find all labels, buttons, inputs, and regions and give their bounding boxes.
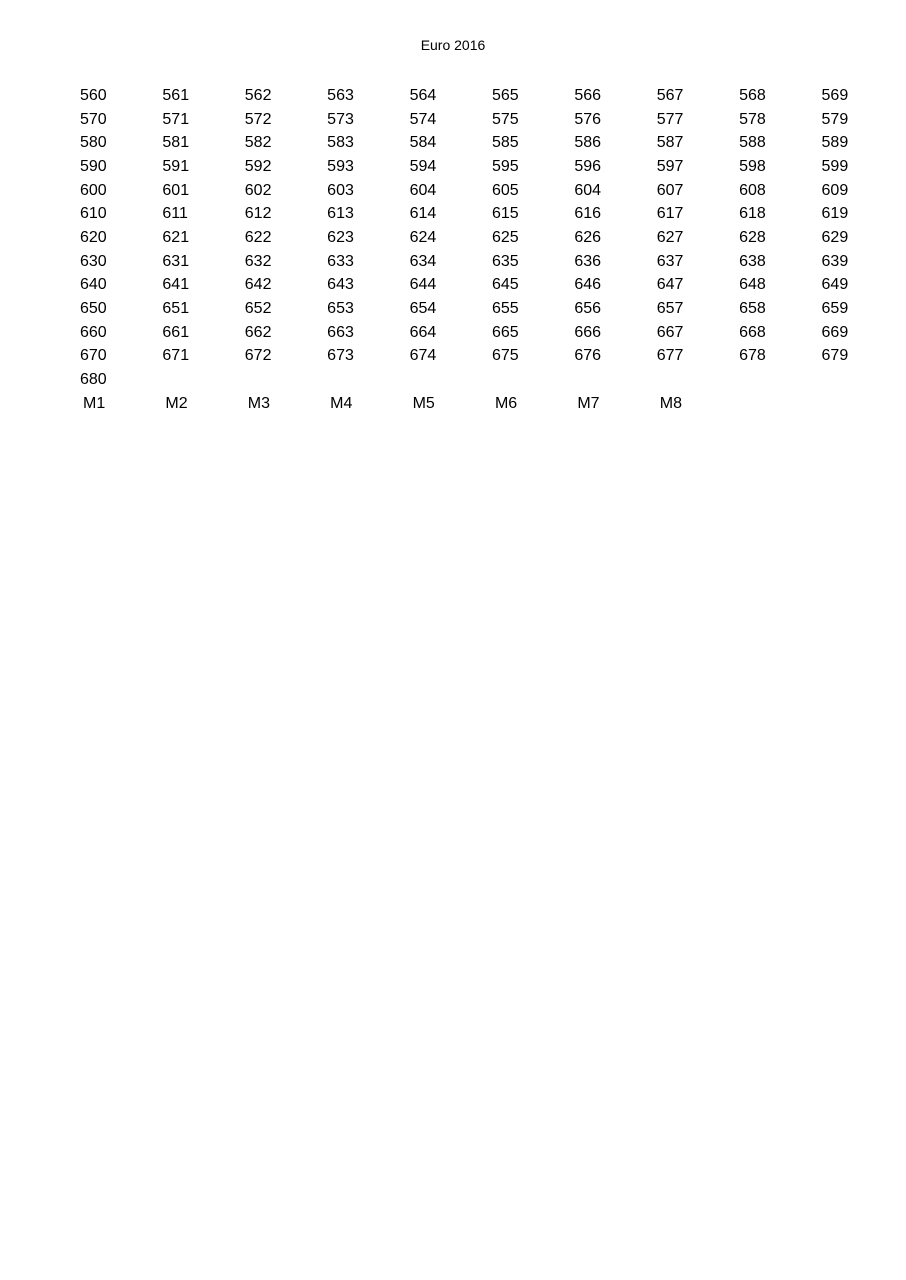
grid-cell: 609 [821, 181, 849, 199]
grid-cell: M6 [494, 394, 518, 412]
grid-cell: 605 [491, 181, 519, 199]
grid-cell: 662 [244, 323, 272, 341]
grid-cell: 593 [327, 157, 354, 175]
grid-cell: 657 [656, 300, 684, 318]
grid-cell: 584 [409, 134, 437, 152]
grid-cell: 680 [80, 371, 107, 389]
grid-cell: 619 [821, 205, 849, 223]
grid-cell: 611 [162, 205, 188, 223]
number-grid [80, 84, 904, 416]
grid-cell: 638 [739, 252, 766, 270]
grid-cell: M3 [247, 394, 271, 412]
grid-cell: 579 [821, 110, 849, 128]
grid-cell: 642 [244, 276, 272, 294]
grid-cell: 594 [409, 157, 437, 175]
grid-cell: 573 [327, 110, 354, 128]
page-title: Euro 2016 [420, 37, 486, 53]
grid-cell: 574 [409, 110, 437, 128]
grid-cell: 604 [409, 181, 437, 199]
grid-cell: 645 [491, 276, 519, 294]
grid-cell: 641 [162, 276, 190, 294]
grid-cell: 665 [491, 323, 519, 341]
grid-cell: 635 [491, 252, 519, 270]
grid-cell: 620 [80, 228, 107, 246]
grid-cell: 631 [162, 252, 190, 270]
grid-row [80, 155, 904, 179]
grid-cell: 677 [656, 347, 684, 365]
grid-cell: 597 [656, 157, 684, 175]
grid-cell: 603 [327, 181, 354, 199]
grid-cell: 598 [739, 157, 766, 175]
grid-cell: 591 [162, 157, 190, 175]
grid-cell: 639 [821, 252, 849, 270]
grid-cell: 640 [80, 276, 107, 294]
grid-cell: 658 [739, 300, 766, 318]
grid-cell: 600 [80, 181, 107, 199]
grid-cell: 676 [574, 347, 602, 365]
grid-cell: 632 [244, 252, 272, 270]
grid-cell: 587 [656, 134, 684, 152]
grid-cell: 604 [574, 181, 602, 199]
grid-cell: 630 [80, 252, 107, 270]
grid-cell: 596 [574, 157, 602, 175]
grid-cell: 562 [244, 86, 272, 104]
grid-cell: 572 [244, 110, 272, 128]
grid-cell: 589 [821, 134, 849, 152]
grid-cell: 561 [162, 86, 190, 104]
grid-cell: 592 [244, 157, 272, 175]
grid-cell: 583 [327, 134, 354, 152]
grid-cell: 560 [80, 86, 107, 104]
grid-cell: 636 [574, 252, 602, 270]
grid-cell: M7 [577, 394, 600, 412]
grid-cell: 647 [656, 276, 684, 294]
grid-cell: 602 [244, 181, 272, 199]
grid-cell: M4 [330, 394, 353, 412]
grid-cell: 648 [739, 276, 766, 294]
grid-cell: 601 [162, 181, 190, 199]
grid-cell: M8 [659, 394, 682, 412]
grid-cell: 564 [409, 86, 437, 104]
grid-cell: 623 [327, 228, 354, 246]
grid-cell: 633 [327, 252, 354, 270]
grid-cell: 652 [244, 300, 272, 318]
grid-cell: 678 [739, 347, 766, 365]
grid-cell: 627 [656, 228, 684, 246]
grid-cell: 670 [80, 347, 107, 365]
grid-row [80, 345, 904, 369]
grid-cell: 656 [574, 300, 602, 318]
grid-cell: 608 [739, 181, 766, 199]
grid-cell: 624 [409, 228, 437, 246]
grid-cell: 576 [574, 110, 602, 128]
grid-cell: 675 [491, 347, 519, 365]
grid-cell: 671 [162, 347, 190, 365]
grid-row [80, 321, 904, 345]
grid-cell: 646 [574, 276, 602, 294]
grid-row [80, 368, 904, 392]
grid-cell: M1 [83, 394, 106, 412]
grid-cell: 668 [739, 323, 766, 341]
grid-cell: 643 [327, 276, 354, 294]
grid-cell: 661 [162, 323, 190, 341]
grid-cell: 575 [491, 110, 519, 128]
grid-cell: 610 [80, 205, 107, 223]
grid-cell: 578 [739, 110, 766, 128]
grid-cell: 655 [491, 300, 519, 318]
grid-cell: 577 [656, 110, 684, 128]
grid-cell: 664 [409, 323, 437, 341]
grid-cell: 613 [327, 205, 354, 223]
grid-cell: 585 [491, 134, 519, 152]
grid-cell: 672 [244, 347, 272, 365]
grid-cell: 669 [821, 323, 849, 341]
grid-cell: 629 [821, 228, 849, 246]
grid-cell: 651 [162, 300, 190, 318]
grid-row [80, 202, 904, 226]
grid-cell: M5 [412, 394, 435, 412]
grid-cell: 567 [656, 86, 684, 104]
grid-cell: 660 [80, 323, 107, 341]
grid-cell: 654 [409, 300, 437, 318]
grid-cell: M2 [165, 394, 188, 412]
grid-cell: 625 [491, 228, 519, 246]
grid-cell: 569 [821, 86, 849, 104]
grid-cell: 621 [162, 228, 190, 246]
grid-cell: 674 [409, 347, 437, 365]
grid-cell: 563 [327, 86, 354, 104]
grid-row [80, 392, 904, 416]
grid-cell: 667 [656, 323, 684, 341]
grid-cell: 615 [491, 205, 519, 223]
grid-cell: 616 [574, 205, 602, 223]
grid-cell: 653 [327, 300, 354, 318]
grid-row [80, 274, 904, 298]
grid-cell: 663 [327, 323, 354, 341]
grid-cell: 595 [491, 157, 519, 175]
grid-cell: 634 [409, 252, 437, 270]
grid-row [80, 108, 904, 132]
grid-row [80, 226, 904, 250]
grid-row [80, 250, 904, 274]
grid-cell: 580 [80, 134, 107, 152]
grid-cell: 590 [80, 157, 107, 175]
grid-cell: 571 [162, 110, 190, 128]
grid-cell: 637 [656, 252, 684, 270]
grid-cell: 570 [80, 110, 107, 128]
grid-cell: 614 [409, 205, 437, 223]
grid-cell: 617 [656, 205, 684, 223]
grid-row [80, 131, 904, 155]
grid-cell: 679 [821, 347, 849, 365]
grid-row [80, 84, 904, 108]
grid-cell: 650 [80, 300, 107, 318]
grid-cell: 565 [491, 86, 519, 104]
grid-cell: 626 [574, 228, 602, 246]
grid-cell: 612 [244, 205, 272, 223]
grid-cell: 566 [574, 86, 602, 104]
grid-cell: 581 [162, 134, 190, 152]
grid-cell: 666 [574, 323, 602, 341]
grid-cell: 644 [409, 276, 437, 294]
grid-cell: 568 [739, 86, 766, 104]
grid-cell: 659 [821, 300, 849, 318]
grid-cell: 618 [739, 205, 766, 223]
grid-cell: 628 [739, 228, 766, 246]
grid-cell: 622 [244, 228, 272, 246]
grid-cell: 599 [821, 157, 849, 175]
grid-cell: 582 [244, 134, 272, 152]
grid-cell: 673 [327, 347, 354, 365]
grid-row [80, 179, 904, 203]
grid-cell: 607 [656, 181, 684, 199]
grid-cell: 588 [739, 134, 766, 152]
grid-row [80, 297, 904, 321]
grid-cell: 649 [821, 276, 849, 294]
grid-cell: 586 [574, 134, 602, 152]
